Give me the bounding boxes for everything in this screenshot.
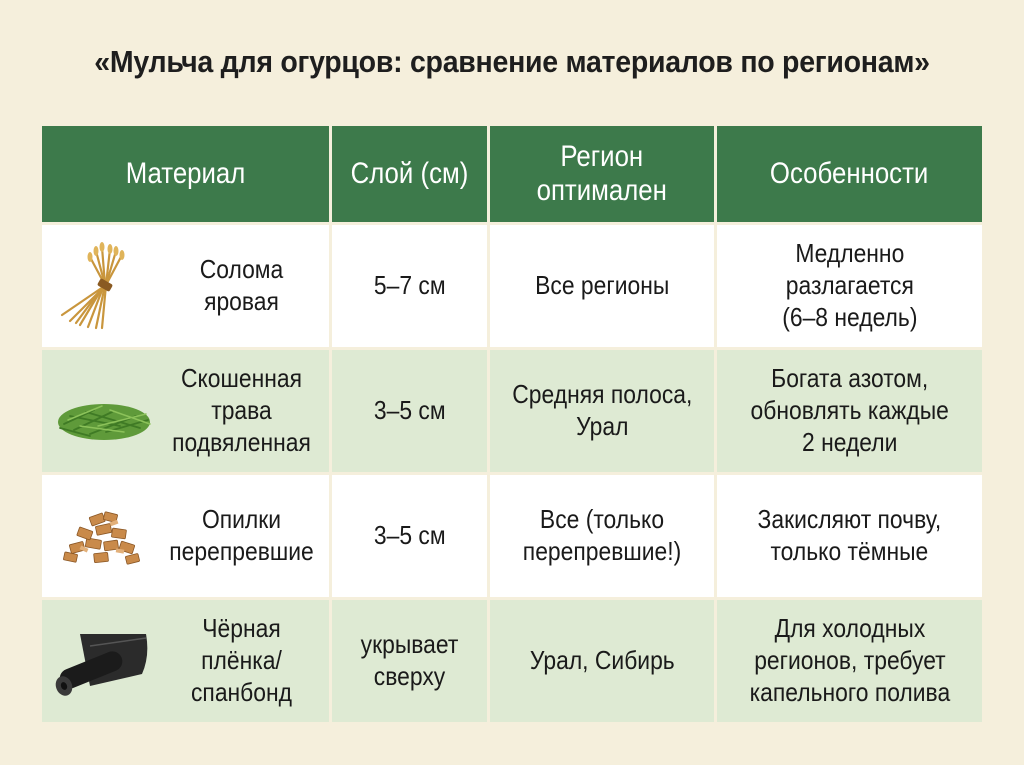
material-name: Опилки перепревшие xyxy=(169,504,314,566)
material-cell xyxy=(42,597,332,722)
layer-cell: укрывает сверху xyxy=(332,597,490,722)
layer-cell: 5–7 см xyxy=(332,222,490,347)
region-cell: Все (только перепревшие!) xyxy=(490,472,717,597)
features-cell: Медленно разлагается (6–8 недель) xyxy=(717,222,982,347)
mulch-comparison-table xyxy=(42,126,982,722)
header-region: Регион оптимален xyxy=(490,126,717,222)
grass-clippings-icon xyxy=(50,366,158,456)
material-name: Чёрная плёнка/ спанбонд xyxy=(190,613,293,707)
table-row xyxy=(42,472,982,597)
table-header-row xyxy=(42,126,982,222)
table-row xyxy=(42,222,982,347)
header-features: Особенности xyxy=(717,126,982,222)
layer-cell: 3–5 см xyxy=(332,472,490,597)
material-name: Скошенная трава подвяленная xyxy=(172,363,311,457)
material-cell xyxy=(42,222,332,347)
table-row xyxy=(42,597,982,722)
page-title: «Мульча для огурцов: сравнение материалов по регионам» xyxy=(94,44,930,79)
region-cell: Урал, Сибирь xyxy=(490,597,717,722)
material-name: Солома яровая xyxy=(199,254,284,316)
region-cell: Средняя полоса, Урал xyxy=(490,347,717,472)
straw-bundle-icon xyxy=(50,241,158,331)
header-layer: Слой (см) xyxy=(332,126,490,222)
header-material: Материал xyxy=(42,126,332,222)
sawdust-icon xyxy=(50,491,158,581)
features-cell: Для холодных регионов, требует капельного полива xyxy=(717,597,982,722)
features-cell: Богата азотом, обновлять каждые 2 недели xyxy=(717,347,982,472)
region-cell: Все регионы xyxy=(490,222,717,347)
features-cell: Закисляют почву, только тёмные xyxy=(717,472,982,597)
black-film-roll-icon xyxy=(50,616,158,706)
material-cell xyxy=(42,472,332,597)
table-row xyxy=(42,347,982,472)
layer-cell: 3–5 см xyxy=(332,347,490,472)
material-cell xyxy=(42,347,332,472)
